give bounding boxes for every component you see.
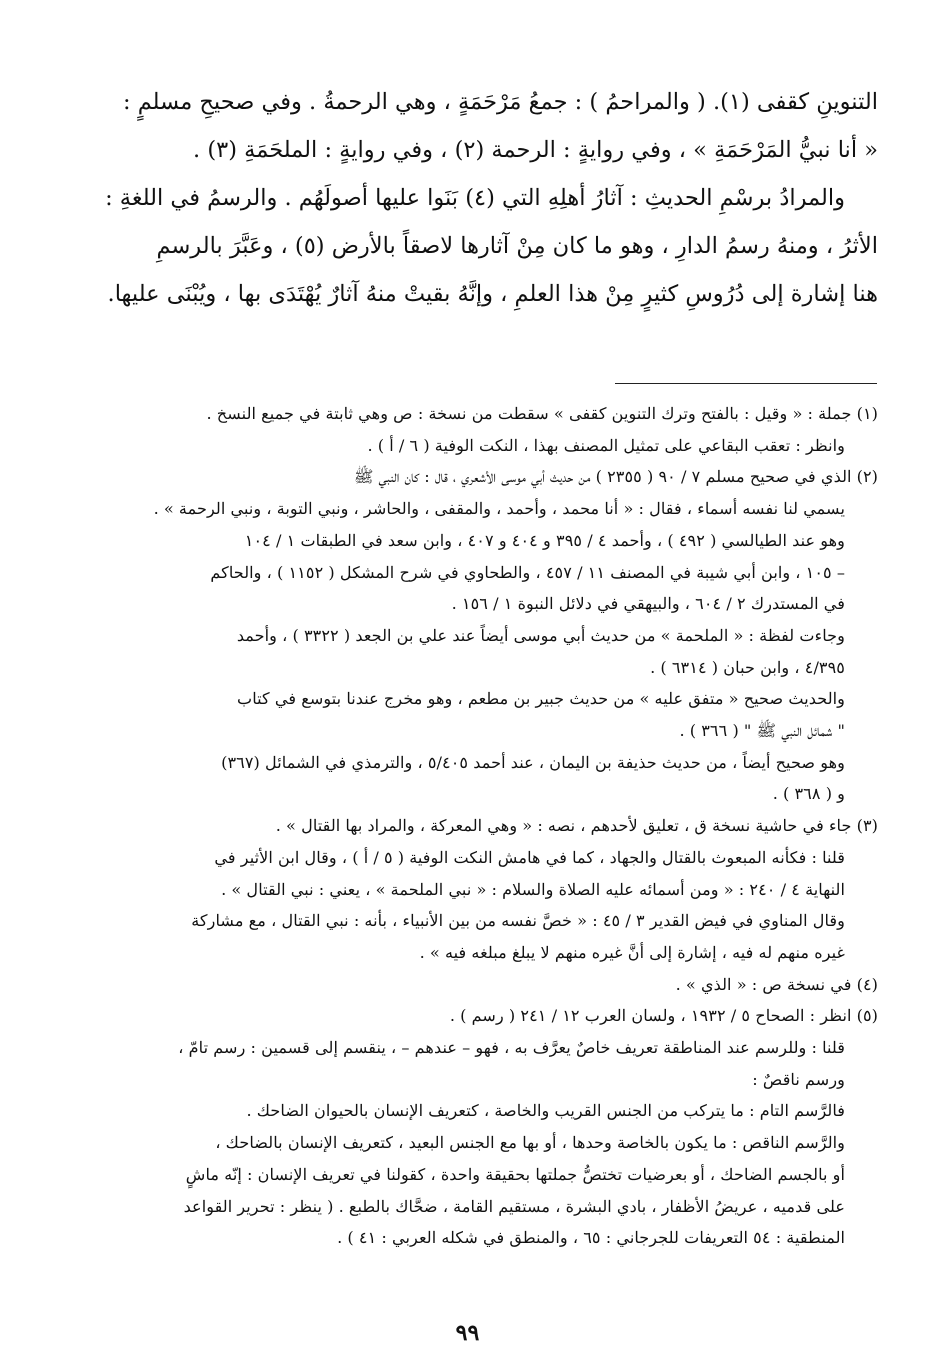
footnote-line: النهاية ٤ / ٢٤٠ : « ومن أسمائه عليه الصلاة والسلام : « نبي الملحمة » ، يعني : نبي القتال » .	[221, 879, 845, 899]
footnote-line: وهو صحيح أيضاً ، من حديث حذيفة بن اليمان ، عند أحمد ٥/٤٠٥ ، والترمذي في الشمائل (٣٦٧)	[221, 752, 845, 772]
footnote-line: " شمائل النبي ﷺ " ( ٣٦٦ ) .	[679, 721, 845, 741]
footnote-line: (٥) انظر : الصحاح ٥ / ١٩٣٢ ، ولسان العرب ١٢ / ٢٤١ ( رسم ) .	[449, 1006, 878, 1026]
main-line: هنا إشارة إلى دُرُوسِ كثيرٍ مِنْ هذا العلمِ ، وإنَّهُ بقيتْ منهُ آثارٌ يُهْتَدَى بها ، ويُبْنَى عليها.	[107, 281, 878, 307]
footnote-line: على قدميه ، عريضُ الأظفار ، بادي البشرة ، مستقيم القامة ، ضحَّاك بالطبع . ( ينظر : تحرير القواعد	[183, 1196, 845, 1216]
footnotes	[40, 398, 878, 1254]
footnote-line: في المستدرك ٢ / ٦٠٤ ، والبيهقي في دلائل النبوة ١ / ١٥٦ .	[451, 594, 845, 614]
footnote-line: والحديث صحيح « متفق عليه » من حديث جبير بن مطعم ، وهو مخرج عندنا بتوسع في كتاب	[236, 689, 845, 709]
footnote-line: و ( ٣٦٨ ) .	[772, 784, 845, 804]
page-number: ٩٩	[455, 1320, 480, 1346]
main-line: والمرادُ برسْمِ الحديثِ : آثارُ أهلِهِ التي (٤) بَنَوا عليها أصولَهُم . والرسمُ في اللغةِ :	[105, 185, 845, 211]
footnote-line: يسمي لنا نفسه أسماء ، فقال : « أنا محمد ، وأحمد ، والمقفى ، والحاشر ، ونبي التوبة ، ونبي الرحمة » .	[153, 499, 845, 519]
footnote-line: قلنا : وللرسم عند المناطقة تعريف خاصٌ يعرَّف به ، فهو – عندهم – ، ينقسم إلى قسمين : رسم تامّ ،	[178, 1038, 845, 1058]
footnote-line: وجاءت لفظة : « الملحمة » من حديث أبي موسى أيضاً عند علي بن الجعد ( ٣٣٢٢ ) ، وأحمد	[236, 625, 845, 645]
footnote-separator	[615, 383, 877, 384]
footnote-line: ٤/٣٩٥ ، وابن حبان ( ٦٣١٤ ) .	[650, 657, 845, 677]
footnote-line: (١) جملة : « وقيل : بالفتح وترك التنوين كقفى » سقطت من نسخة : ص وهي ثابتة في جميع النسخ .	[206, 404, 878, 423]
footnote-line: المنطقية : ٥٤ التعريفات للجرجاني : ٦٥ ، والمنطق في شكله العربي : ٤١ ) .	[337, 1228, 845, 1248]
footnote-line: وقال المناوي في فيض القدير ٣ / ٤٥ : « خصَّ نفسه من بين الأنبياء ، بأنه : نبي القتال ، مع مشاركة	[191, 911, 845, 931]
footnote-line: أو بالجسم الضاحك ، أو بعرضيات تختصُّ جملتها بحقيقة واحدة ، كقولنا في تعريف الإنسان : إنّه ماشٍ	[185, 1164, 845, 1184]
footnote-line: وهو عند الطيالسي ( ٤٩٢ ) ، وأحمد ٤ / ٣٩٥ و ٤٠٤ و ٤٠٧ ، وابن سعد في الطبقات ١ / ١٠٤	[244, 530, 845, 550]
footnote-line: ورسم ناقصٌ :	[752, 1069, 845, 1089]
main-text	[40, 78, 878, 318]
footnote-line: وانظر : تعقب البقاعي على تمثيل المصنف بهذا ، النكت الوفية ( ٦ / أ ) .	[367, 435, 845, 455]
footnote-line: (٤) في نسخة ص : « الذي » .	[675, 974, 878, 994]
footnote-line: (٣) جاء في حاشية نسخة ق ، تعليق لأحدهم ، نصه : « وهي المعركة ، والمراد بها القتال » .	[275, 816, 878, 836]
footnote-line: (٢) الذي في صحيح مسلم ٧ / ٩٠ ( ٢٣٥٥ ) من حديث أبي موسى الأشعري ، قال : كان النبي ﷺ	[353, 467, 878, 487]
footnote-line: – ١٠٥ ، وابن أبي شيبة في المصنف ١١ / ٤٥٧ ، والطحاوي في شرح المشكل ( ١١٥٢ ) ، والحاكم	[210, 562, 845, 582]
footnote-line: قلنا : فكأنه المبعوث بالقتال والجهاد ، كما في هامش النكت الوفية ( ٥ / أ ) ، وقال ابن الأثير في	[214, 847, 845, 867]
footnote-line: والرَّسم الناقص : ما يكون بالخاصة وحدها ، أو بها مع الجنس البعيد ، كتعريف الإنسان بالضاحك ،	[215, 1133, 845, 1153]
main-line: الأثرُ ، ومنهُ رسمُ الدارِ ، وهو ما كان مِنْ آثارها لاصقاً بالأرض (٥) ، وعَبَّرَ بالرسمِ	[156, 233, 878, 259]
footnote-line: غيره منهم له فيه ، إشارة إلى أنَّ غيره منهم لا يبلغ مبلغه فيه » .	[419, 942, 845, 962]
footnote-line: فالرَّسم التام : ما يتركب من الجنس القريب والخاصة ، كتعريف الإنسان بالحيوان الضاحك .	[246, 1101, 845, 1121]
main-line: « أنا نبيُّ المَرْحَمَةِ » ، وفي روايةٍ : الرحمة (٢) ، وفي روايةٍ : الملحَمَةِ (٣) .	[193, 137, 878, 163]
main-line: التنوينِ كقفى (١). ( والمراحمُ ) : جمعُ مَرْحَمَةٍ ، وهي الرحمةُ . وفي صحيحِ مسلمٍ :	[122, 89, 878, 115]
